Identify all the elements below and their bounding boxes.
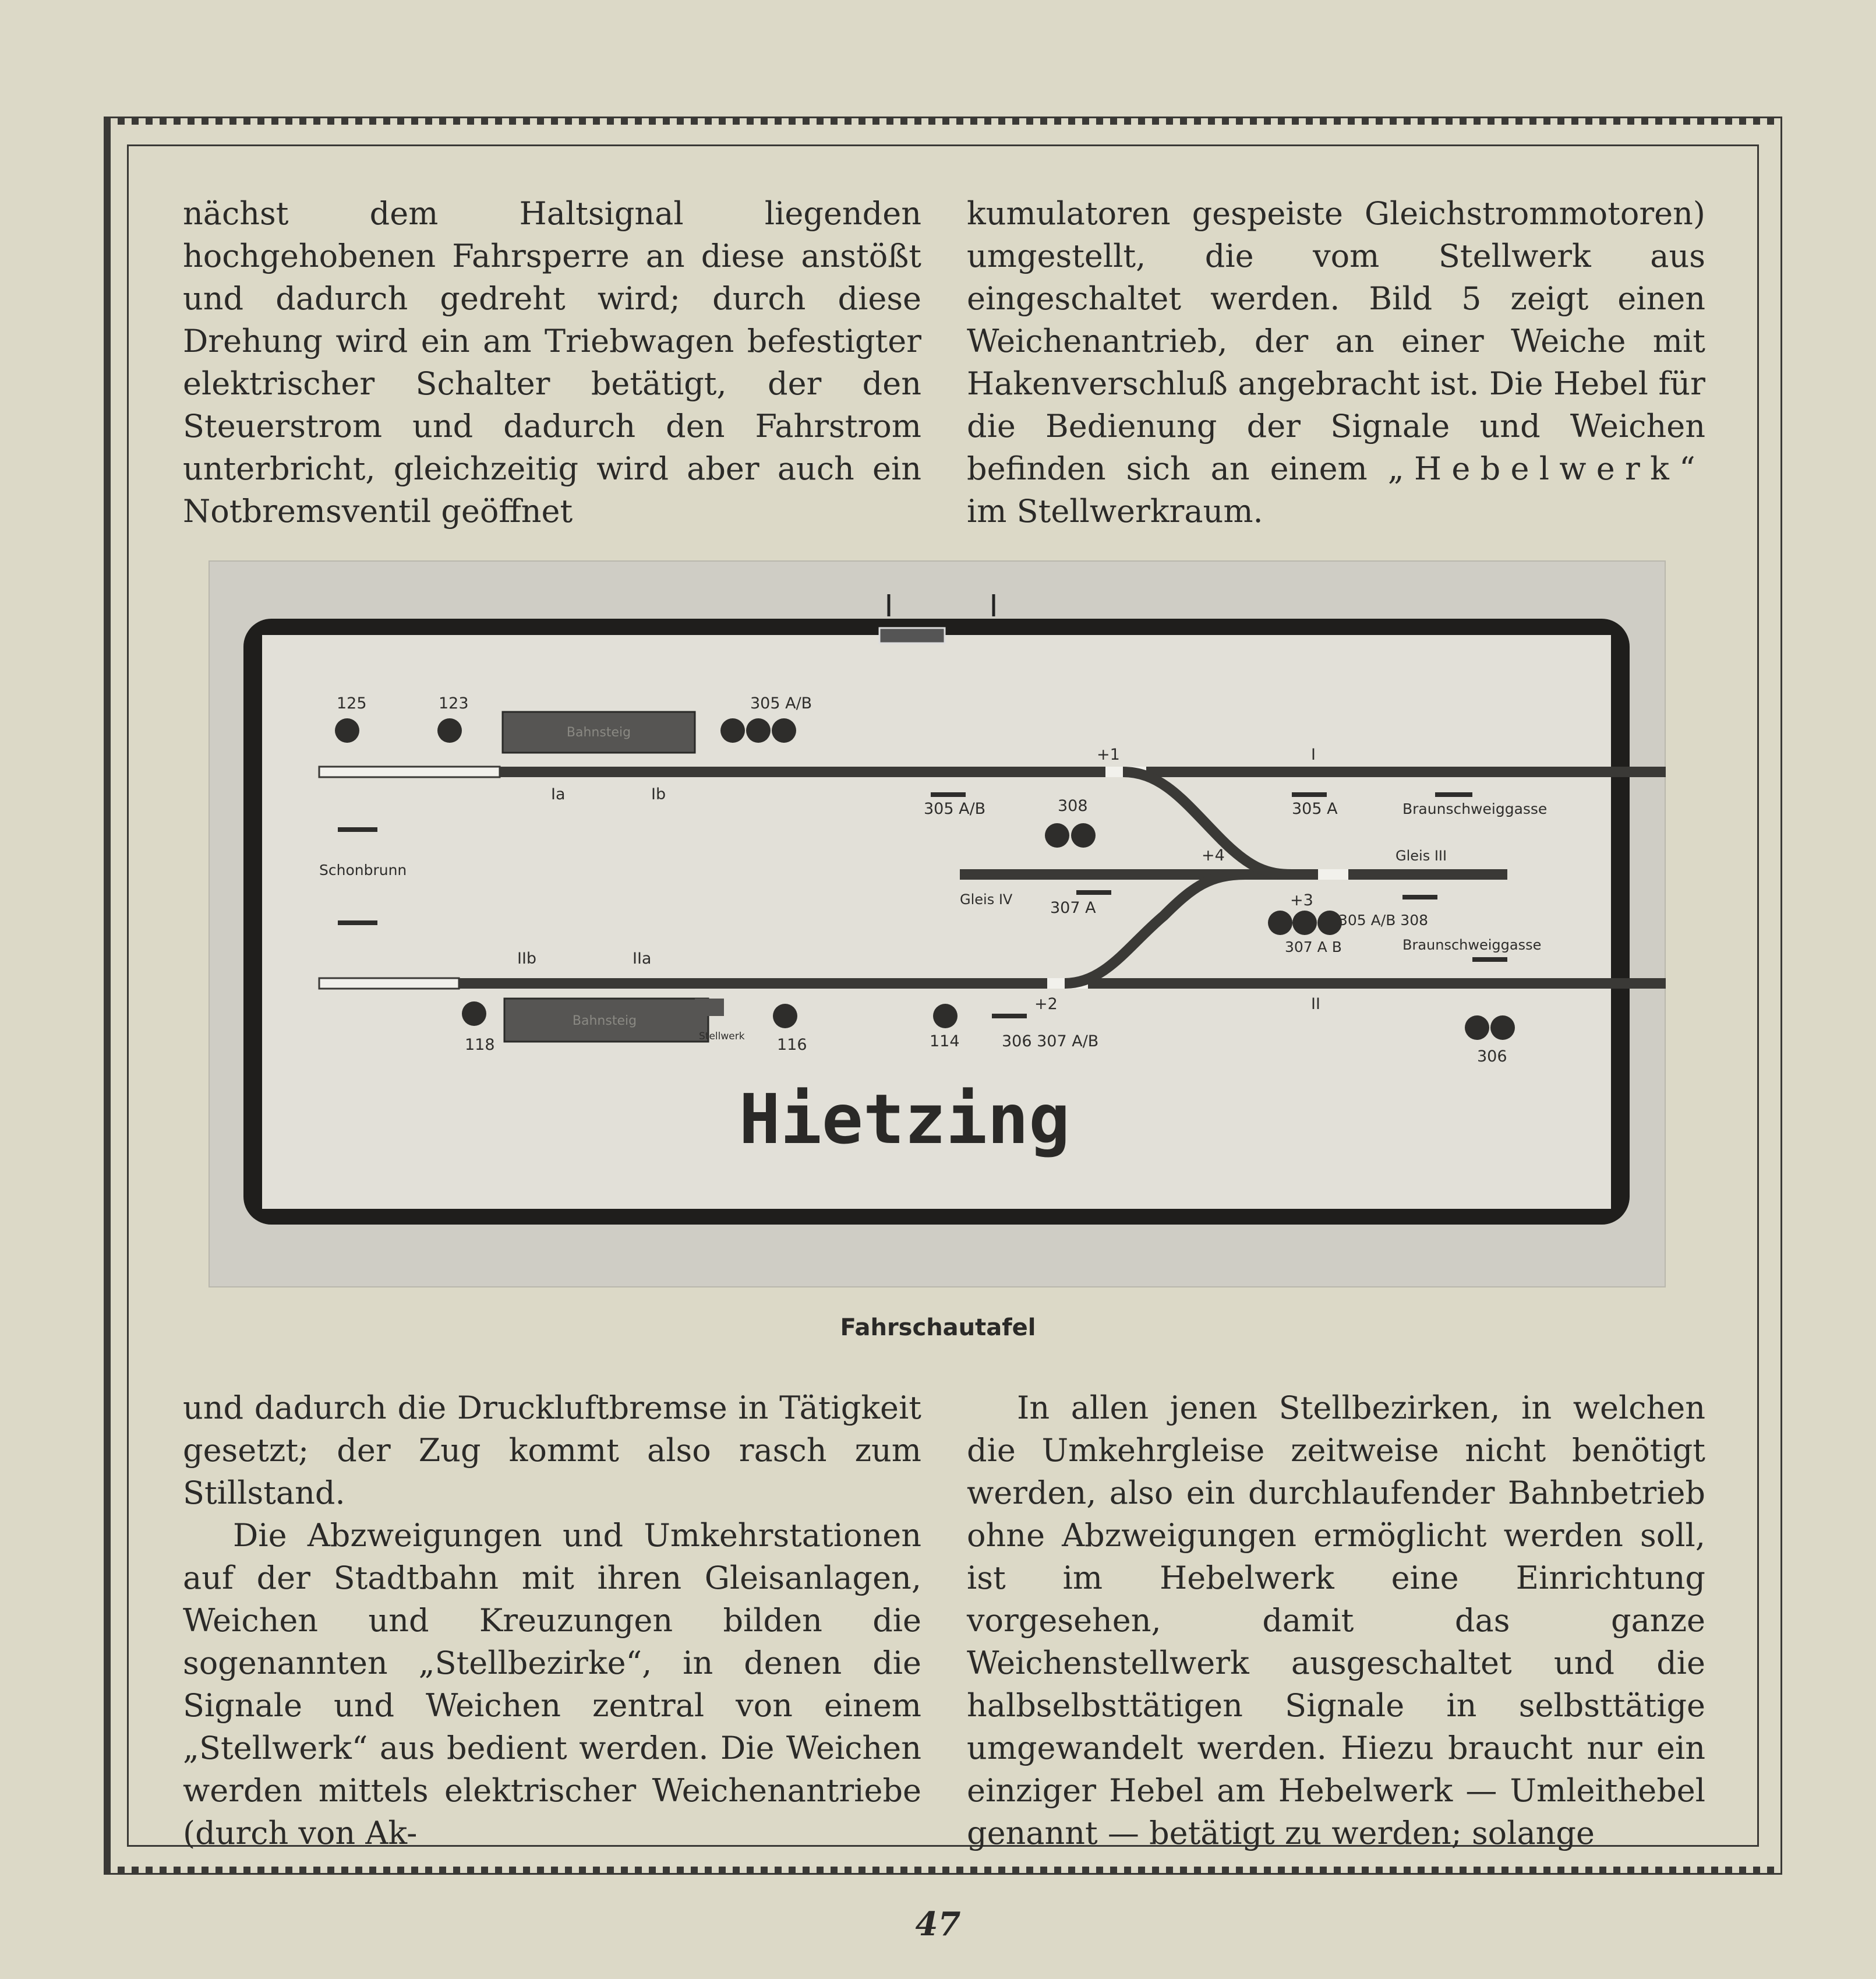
label: +4 <box>1202 846 1225 865</box>
track-diagram-panel <box>209 560 1666 1287</box>
track-gap <box>1318 869 1348 880</box>
text-column-bottom-left <box>183 1387 921 1854</box>
signal-lamp <box>1490 1015 1515 1040</box>
paragraph <box>967 192 1705 532</box>
label: 305 A <box>1292 800 1338 818</box>
paragraph: nächst dem Haltsignal liegenden hochgehobenen Fahrsperre an diese anstößt und dadurch gedreht wird; durch diese Drehung wird ein am Triebwagen befestigter elektrischer Schalter betätigt, der den Steuerstrom und dadurch den Fahrstrom unterbricht, gleichzeitig wird aber auch ein Notbremsventil geöffnet <box>183 195 921 530</box>
label: 306 307 A/B <box>1002 1032 1099 1050</box>
track-II <box>319 978 1666 989</box>
label: Ia <box>551 785 566 803</box>
label: 305 A/B <box>924 800 986 818</box>
label: Braunschweiggasse <box>1402 937 1542 953</box>
platform-top-label: Bahnsteig <box>566 725 631 740</box>
label: I <box>1311 746 1316 764</box>
label: 305 A/B 308 <box>1338 912 1429 929</box>
label: 118 <box>465 1036 495 1054</box>
signal-lamp <box>1465 1015 1489 1040</box>
paragraph: und dadurch die Druckluftbremse in Tätigkeit gesetzt; der Zug kommt also rasch zum Stillstand. <box>183 1389 921 1511</box>
platform-bottom-label: Bahnsteig <box>572 1014 637 1028</box>
track-I <box>319 767 1666 777</box>
signal-lamp <box>746 718 771 743</box>
label: +1 <box>1097 746 1120 764</box>
station-name: Hietzing <box>739 1079 1071 1159</box>
signal-lamp <box>933 1004 958 1028</box>
label: II <box>1311 995 1320 1013</box>
signal-lamp <box>462 1001 486 1026</box>
label: 307 A B <box>1285 939 1342 955</box>
label: 116 <box>777 1036 807 1054</box>
figure-photo <box>209 560 1666 1287</box>
figure-caption: Fahrschautafel <box>840 1314 1036 1341</box>
signal-lamp <box>773 1004 797 1028</box>
spaced-term: „Hebelwerk“ <box>1387 450 1705 487</box>
label: 307 A <box>1050 899 1096 917</box>
label: +3 <box>1290 891 1313 909</box>
label: Ib <box>651 785 666 803</box>
page-number: 47 <box>915 1905 961 1943</box>
label: Gleis III <box>1395 848 1447 864</box>
label: 308 <box>1058 797 1088 815</box>
signal-lamp <box>1268 911 1292 935</box>
signal-lamp <box>772 718 796 743</box>
signal-lamp <box>1292 911 1317 935</box>
label: IIb <box>517 950 537 968</box>
text-column-top-left <box>183 192 921 532</box>
track-I-stub <box>319 767 500 777</box>
text-column-top-right <box>967 192 1705 532</box>
track-II-stub <box>319 978 459 989</box>
text-column-bottom-right <box>967 1387 1705 1854</box>
label: 125 <box>337 694 367 712</box>
signal-lamp <box>335 718 359 743</box>
panel-nameplate <box>879 628 945 643</box>
paragraph: In allen jenen Stellbezirken, in welchen die Umkehrgleise zeitweise nicht benötigt werden, also ein durchlaufender Bahnbetrieb ohne Abzweigungen ermöglicht werden soll, ist im Hebelwerk eine Einrichtung vorgesehen, damit das ganze Weichenstellwerk ausgeschaltet und die halbselbsttätigen Signale in selbsttätige umgewandelt werden. Hiezu braucht nur ein einziger Hebel am Hebelwerk — Umleithebel genannt — betätigt zu werden; solange <box>967 1389 1705 1851</box>
label: Gleis IV <box>960 891 1013 908</box>
label: Braunschweiggasse <box>1402 800 1548 817</box>
label: IIa <box>633 950 652 968</box>
label: 306 <box>1477 1047 1507 1066</box>
label: +2 <box>1034 995 1058 1013</box>
label: Schonbrunn <box>319 862 407 879</box>
signal-lamp <box>720 718 745 743</box>
label: 114 <box>930 1032 960 1050</box>
signal-lamp <box>437 718 462 743</box>
text-run: im Stellwerkraum. <box>967 493 1263 530</box>
paragraph: Die Abzweigungen und Umkehrstationen auf der Stadtbahn mit ihren Gleisanlagen, Weichen und Kreuzungen bilden die sogenannten „Stellbezirke“, in denen die Signale und Weichen zentral von einem „Stellwerk“ aus bedient werden. Die Weichen werden mittels elektrischer Weichenantriebe (durch von Ak- <box>183 1517 921 1851</box>
label: 305 A/B <box>750 694 812 712</box>
stellwerk-box <box>695 999 724 1016</box>
label: 123 <box>439 694 469 712</box>
label: Stellwerk <box>699 1031 745 1042</box>
signal-lamp <box>1071 823 1096 848</box>
signal-lamp <box>1045 823 1069 848</box>
text-run: kumulatoren gespeiste Gleichstrommotoren) umgestellt, die vom Stellwerk aus eingeschaltet werden. Bild 5 zeigt einen Weichenantrieb, der an einer Weiche mit Hakenverschluß angebracht ist. Die Hebel für die Bedienung der Signale und Weichen befinden sich an einem <box>967 195 1705 487</box>
